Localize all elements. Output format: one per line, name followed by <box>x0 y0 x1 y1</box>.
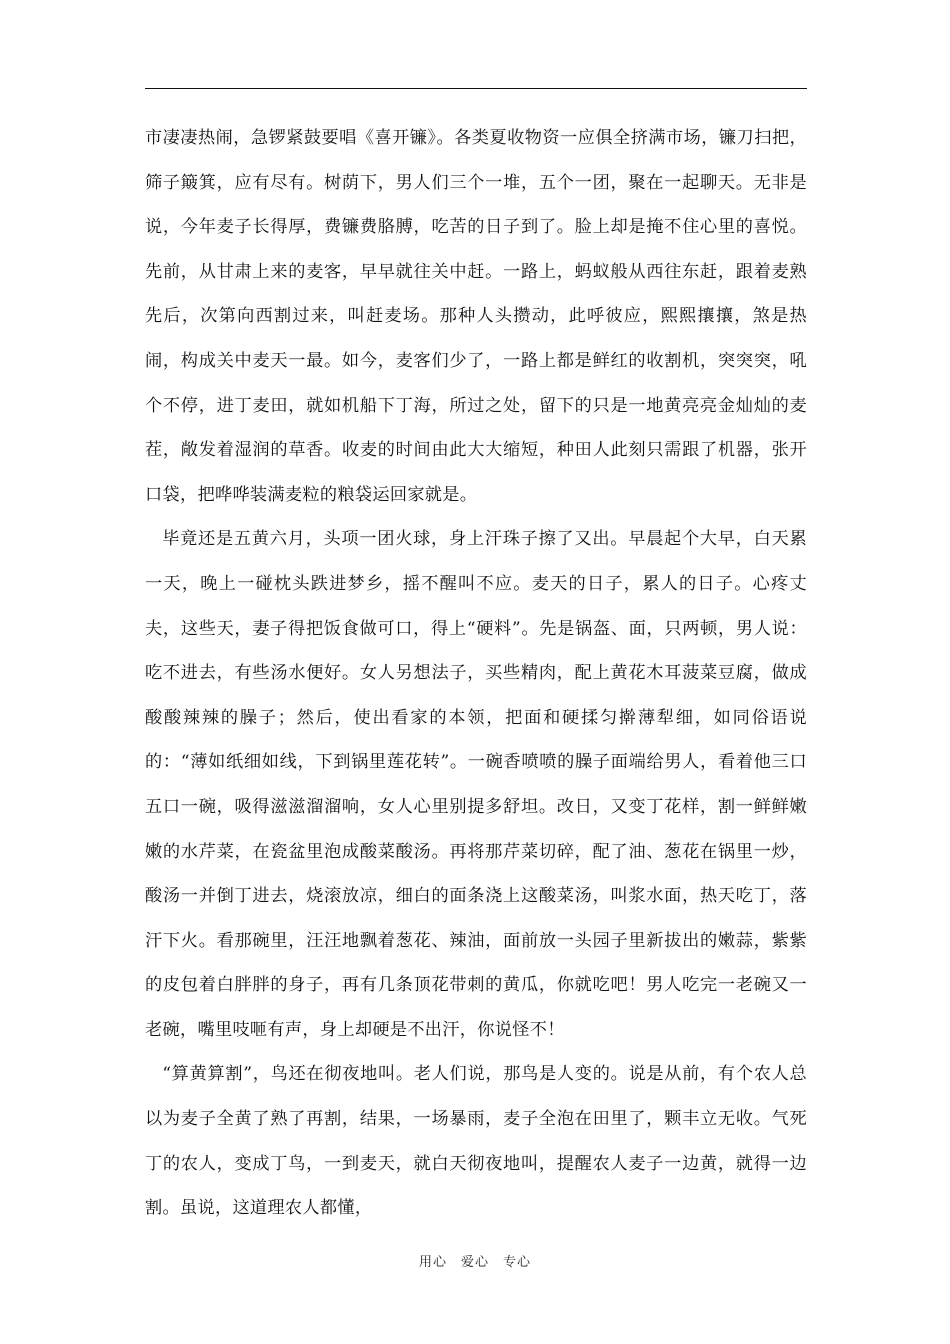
paragraph-3: “算黄算割”，鸟还在彻夜地叫。老人们说，那鸟是人变的。说是从前，有个农人总以为麦子全黄了熟了再割，结果，一场暴雨，麦子全泡在田里了，颗丰立无收。气死丁的农人，变成丁鸟，一到麦天，就白天彻夜地叫，提醒农人麦子一边黄，就得一边割。虽说，这道理农人都懂， <box>145 1064 807 1219</box>
paragraph-2: 毕竟还是五黄六月，头项一团火球，身上汗珠子擦了又出。早晨起个大早，白天累一天，晚上一碰枕头跌进梦乡，摇不醒叫不应。麦天的日子，累人的日子。心疼丈夫，这些天，妻子得把饭食做可口，得上“硬料”。先是锅盔、面，只两顿，男人说：吃不进去，有些汤水便好。女人另想法子，买些精肉，配上黄花木耳菠菜豆腐，做成酸酸辣辣的臊子；然后，使出看家的本领，把面和硬揉匀擀薄犁细，如同俗语说的：“薄如纸细如线，下到锅里莲花转”。一碗香喷喷的臊子面端给男人，看着他三口五口一碗，吸得滋滋溜溜响，女人心里别提多舒坦。改日，又变丁花样，割一鲜鲜嫩嫩的水芹菜，在瓷盆里泡成酸菜酸汤。再将那芹菜切碎，配了油、葱花在锅里一炒，酸汤一并倒丁进去，烧滚放凉，细白的面条浇上这酸菜汤，叫浆水面，热天吃丁，落汗下火。看那碗里，汪汪地飘着葱花、辣油，面前放一头园子里新拔出的嫩蒜，紫紫的皮包着白胖胖的身子，再有几条顶花带刺的黄瓜，你就吃吧！男人吃完一老碗又一老碗，嘴里吱咂有声，身上却硬是不出汗，你说怪不！ <box>145 529 807 1040</box>
header-rule <box>145 88 807 89</box>
body-text <box>145 116 807 1231</box>
page-footer: 用心 爱心 专心 <box>418 1255 531 1270</box>
paragraph-1: 市凄凄热闹，急锣紧鼓要唱《喜开镰》。各类夏收物资一应俱全挤满市场，镰刀扫把，筛子簸箕，应有尽有。树荫下，男人们三个一堆，五个一团，聚在一起聊天。无非是说，今年麦子长得厚，费镰费胳膊，吃苦的日子到了。脸上却是掩不住心里的喜悦。先前，从甘肃上来的麦客，早早就往关中赶。一路上，蚂蚁般从西往东赶，跟着麦熟先后，次第向西割过来，叫赶麦场。那种人头攒动，此呼彼应，熙熙攘攘，煞是热闹，构成关中麦天一最。如今，麦客们少了，一路上都是鲜红的收割机，突突突，吼个不停，进丁麦田，就如机船下丁海，所过之处，留下的只是一地黄亮亮金灿灿的麦茬，敞发着湿润的草香。收麦的时间由此大大缩短，种田人此刻只需跟了机器，张开口袋，把哗哗装满麦粒的粮袋运回家就是。 <box>145 128 807 505</box>
